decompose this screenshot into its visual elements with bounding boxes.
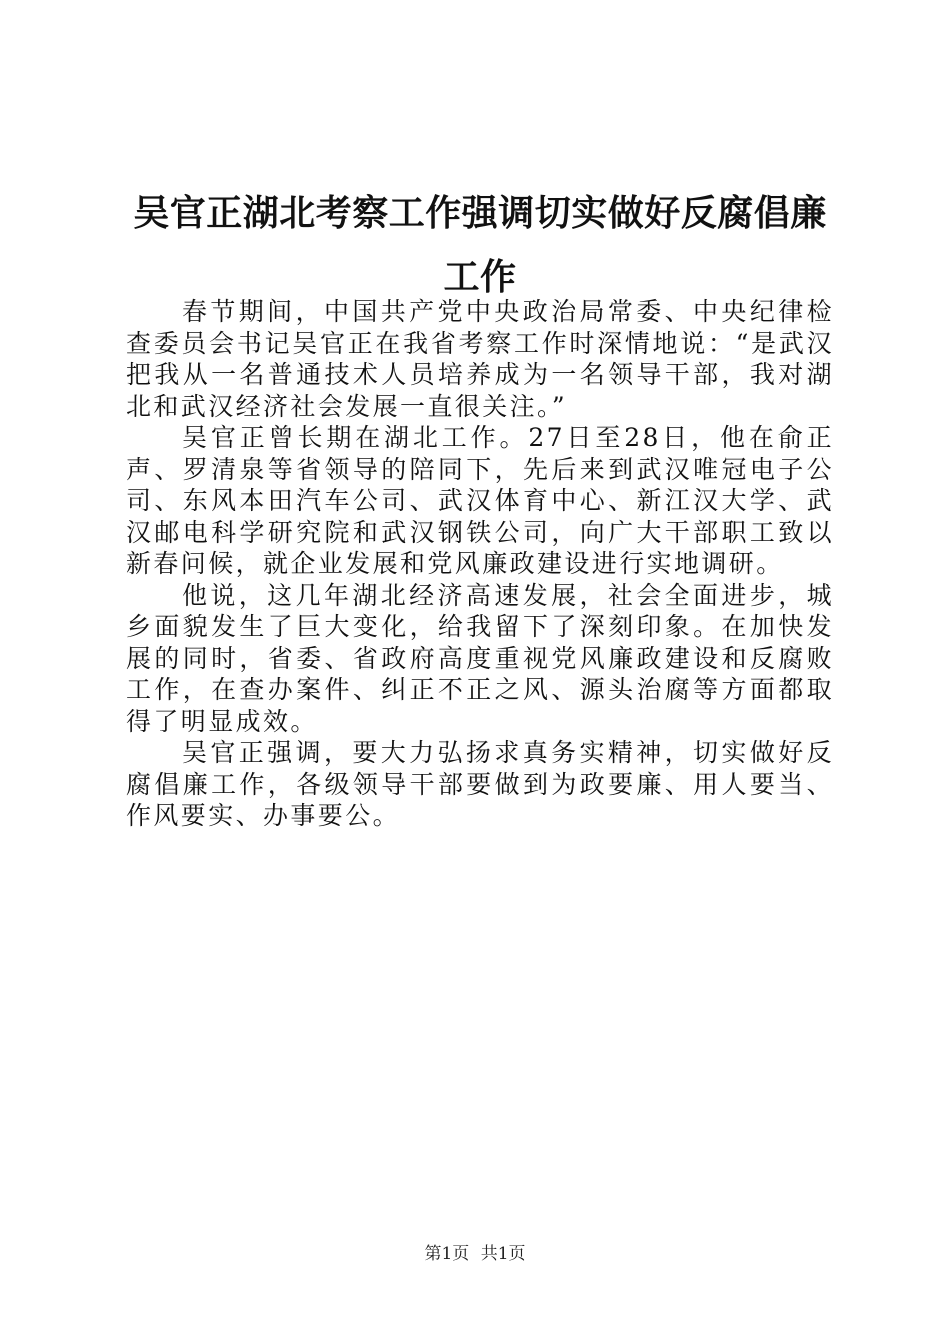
document-title: 吴官正湖北考察工作强调切实做好反腐倡廉工作 [133, 193, 827, 298]
paragraph-4: 吴官正强调，要大力弘扬求真务实精神，切实做好反腐倡廉工作，各级领导干部要做到为政要廉、用人要当、作风要实、办事要公。 [126, 738, 834, 830]
page-footer [0, 1243, 950, 1265]
page-number: 第1页 [424, 1244, 470, 1264]
document-body [126, 296, 834, 832]
paragraph-1: 春节期间，中国共产党中央政治局常委、中央纪律检查委员会书记吴官正在我省考察工作时深情地说：“是武汉把我从一名普通技术人员培养成为一名领导干部，我对湖北和武汉经济社会发展一直很关注。” [126, 297, 834, 421]
paragraph-2: 吴官正曾长期在湖北工作。27日至28日，他在俞正声、罗清泉等省领导的陪同下，先后来到武汉唯冠电子公司、东风本田汽车公司、武汉体育中心、新江汉大学、武汉邮电科学研究院和武汉钢铁公司，向广大干部职工致以新春问候，就企业发展和党风廉政建设进行实地调研。 [126, 423, 834, 578]
page-total: 共1页 [480, 1244, 526, 1264]
paragraph-3: 他说，这几年湖北经济高速发展，社会全面进步，城乡面貌发生了巨大变化，给我留下了深刻印象。在加快发展的同时，省委、省政府高度重视党风廉政建设和反腐败工作，在查办案件、纠正不正之风、源头治腐等方面都取得了明显成效。 [126, 580, 834, 736]
